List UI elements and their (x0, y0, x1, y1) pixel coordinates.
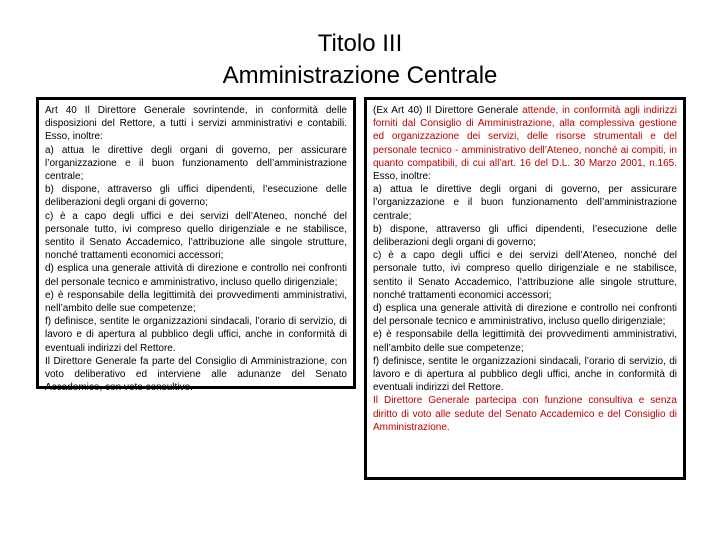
right-closing-highlight: Il Direttore Generale partecipa con funzione consultiva e senza diritto di voto alle sedute del Senato Accademico e del Consiglio di Amministrazione. (373, 395, 677, 433)
right-paragraph: f) definisce, sentite le organizzazioni sindacali, l’orario di servizio, di lavoro e di apertura al pubblico degli uffici, anche in conformità di eventuali indirizzi del Rettore. (373, 355, 677, 394)
right-intro-paragraph (373, 104, 677, 183)
left-paragraph: b) dispone, attraverso gli uffici dipendenti, l’esecuzione delle deliberazioni degli organi di governo; (45, 184, 347, 209)
right-intro-prefix: (Ex Art 40) Il Direttore Generale (373, 105, 523, 116)
left-paragraph: Il Direttore Generale fa parte del Consiglio di Amministrazione, con voto deliberativo ed interviene alle adunanze del Senato Accademico, con voto consultivo. (45, 355, 347, 394)
title-line-1: Titolo III (317, 30, 403, 57)
left-paragraph: f) definisce, sentite le organizzazioni sindacali, l’orario di servizio, di lavoro e di apertura al pubblico degli uffici, anche in conformità di eventuali indirizzi del Rettore. (45, 316, 347, 354)
right-paragraph: c) è a capo degli uffici e dei servizi dell’Ateneo, nonché del personale tutto, ivi compreso quello dirigenziale e ne stabilisce, sentito il Senato Accademico, l’attribuzione alle singole strutture, nonché trattamenti economici accessori; (373, 250, 677, 301)
current-text-box (36, 97, 356, 394)
proposed-text-box (364, 97, 686, 480)
right-paragraph: d) esplica una generale attività di direzione e controllo nei confronti del personale tecnico e amministrativo, incluso quello dirigenziale; (373, 303, 677, 328)
right-intro-suffix: Esso, inoltre: (373, 171, 431, 183)
right-intro-highlight: attende, in conformità agli indirizzi forniti dal Consiglio di Amministrazione, alla complessiva gestione ed organizzazione dei servizi, delle risorse strumentali e del personale tecnico - amministrativo dell’Ateneo, nonché ai compiti, in quanto compatibili, di cui all’art. 16 del D.L. 30 Marzo 2001, n.165. (373, 105, 677, 169)
left-paragraph: c) è a capo degli uffici e dei servizi dell’Ateneo, nonché del personale tutto, ivi compreso quello dirigenziale e ne stabilisce, sentito il Senato Accademico, l’attribuzione alle singole strutture, nonché trattamenti economici accessori; (45, 210, 347, 262)
left-paragraph: Art 40 Il Direttore Generale sovrintende, in conformità delle disposizioni del Rettore, a tutti i servizi amministrativi e contabili. Esso, inoltre: (45, 105, 347, 143)
right-paragraph: e) è responsabile della legittimità dei provvedimenti amministrativi, nell’ambito delle sue competenze; (373, 329, 677, 354)
page-title (0, 28, 720, 92)
right-paragraph: b) dispone, attraverso gli uffici dipendenti, l’esecuzione delle deliberazioni degli organi di governo; (373, 223, 677, 249)
right-paragraph: a) attua le direttive degli organi di governo, per assicurare l’organizzazione e il buon funzionamento dell’amministrazione centrale; (373, 184, 677, 222)
left-paragraph: d) esplica una generale attività di direzione e controllo nei confronti del personale tecnico e amministrativo, incluso quello dirigenziale; (45, 263, 347, 288)
left-paragraph: e) è responsabile della legittimità dei provvedimenti amministrativi, nell’ambito delle sue competenze; (45, 289, 347, 315)
left-paragraph: a) attua le direttive degli organi di governo, per assicurare l’organizzazione e il buon funzionamento dell’amministrazione centrale; (45, 144, 347, 183)
title-line-2: Amministrazione Centrale (222, 62, 498, 89)
